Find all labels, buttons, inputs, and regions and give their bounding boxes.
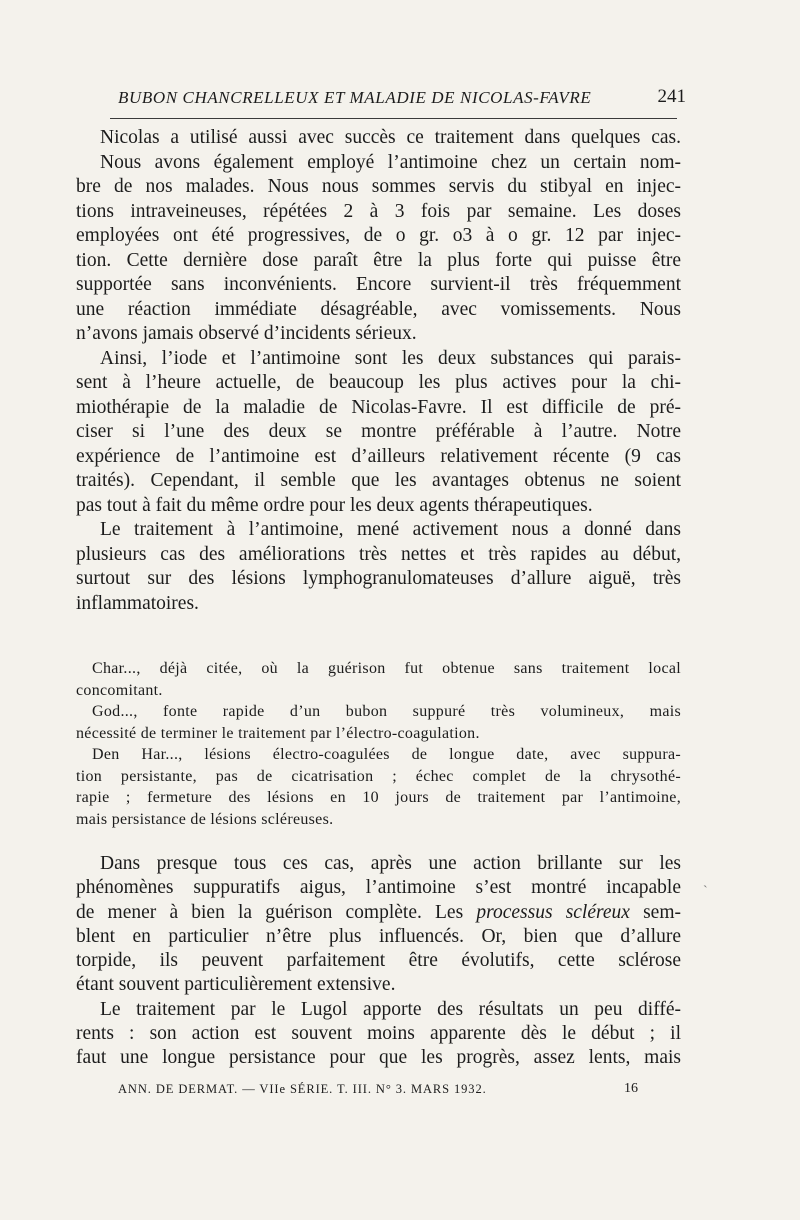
case-note (76, 658, 681, 701)
text-run: de mener à bien la guérison complète. Les (76, 901, 477, 923)
text-line: faut une longue persistance pour que les progrès, assez lents, mais (76, 1047, 681, 1069)
body-text (76, 126, 681, 616)
text-line: étant souvent particulièrement extensive. (76, 974, 396, 996)
paragraph-5 (76, 998, 681, 1071)
text-line: Ainsi, l’iode et l’antimoine sont les deux substances qui parais- (100, 347, 681, 369)
case-note (76, 701, 681, 744)
text-line: Le traitement à l’antimoine, mené activement nous a donné dans (100, 519, 681, 540)
note-line: nécessité de terminer le traitement par l’électro-coagulation. (76, 724, 480, 742)
text-line: torpide, ils peuvent parfaitement être évolutifs, cette sclérose (76, 950, 681, 972)
text-line: tion. Cette dernière dose paraît être la plus forte qui puisse être (76, 249, 681, 271)
text-line: employées ont été progressives, de o gr. o3 à o gr. 12 par injec- (76, 225, 681, 246)
text-line: rents : son action est souvent moins apparente dès le début ; il (76, 1023, 681, 1045)
text-line: une réaction immédiate désagréable, avec vomissements. Nous (76, 298, 681, 320)
text-line: pas tout à fait du même ordre pour les deux agents thérapeutiques. (76, 494, 593, 516)
text-line: tions intraveineuses, répétées 2 à 3 fois par semaine. Les doses (76, 200, 681, 222)
text-line: Le traitement par le Lugol apporte des résultats un peu diffé- (100, 998, 681, 1020)
header-rule (110, 118, 677, 119)
note-line: Den Har..., lésions électro-coagulées de longue date, avec suppura- (92, 746, 681, 763)
note-line: tion persistante, pas de cicatrisation ; échec complet de la chrysothé- (76, 767, 681, 785)
note-line: mais persistance de lésions scléreuses. (76, 810, 334, 828)
running-head (118, 84, 686, 114)
page-footer (118, 1082, 638, 1104)
emphasis-processus-scléreux: processus scléreux (476, 901, 630, 923)
case-notes (76, 658, 681, 830)
journal-reference: ANN. DE DERMAT. — VIIe SÉRIE. T. III. N° 3. MARS 1932. (118, 1082, 487, 1096)
paragraph-2 (76, 347, 681, 519)
running-title: BUBON CHANCRELLEUX ET MALADIE DE NICOLAS-FAVRE (118, 88, 592, 107)
text-line (76, 901, 681, 925)
text-line: blent en particulier n’être plus influencés. Or, bien que d’allure (76, 925, 681, 947)
text-line: miothérapie de la maladie de Nicolas-Favre. Il est difficile de pré- (76, 396, 681, 418)
text-line: supportée sans inconvénients. Encore survient-il très fréquemment (76, 274, 681, 295)
text-line: expérience de l’antimoine est d’ailleurs relativement récente (9 cas (76, 445, 681, 467)
text-line: sent à l’heure actuelle, de beaucoup les plus actives pour la chi- (76, 372, 681, 393)
case-note (76, 744, 681, 830)
note-line: rapie ; fermeture des lésions en 10 jours de traitement par l’antimoine, (76, 789, 681, 806)
note-line: Char..., déjà citée, où la guérison fut obtenue sans traitement local (92, 660, 681, 677)
text-line: phénomènes suppuratifs aigus, l’antimoine s’est montré incapable (76, 877, 681, 899)
margin-mark: ˋ (703, 884, 708, 899)
text-line: Nicolas a utilisé aussi avec succès ce traitement dans quelques cas. (100, 127, 681, 148)
body-text-continued (76, 852, 681, 1071)
text-line: ciser si l’une des deux se montre préférable à l’autre. Notre (76, 421, 681, 442)
paragraph-3 (76, 518, 681, 616)
text-line: inflammatoires. (76, 592, 199, 614)
paragraph-1 (76, 126, 681, 347)
text-line: surtout sur des lésions lymphogranulomateuses d’allure aiguë, très (76, 568, 681, 589)
signature-mark: 16 (624, 1081, 638, 1096)
paragraph-4 (76, 852, 681, 998)
text-line: Dans presque tous ces cas, après une action brillante sur les (100, 853, 681, 874)
text-line: bre de nos malades. Nous nous sommes servis du stibyal en injec- (76, 176, 681, 197)
note-line: God..., fonte rapide d’un bubon suppuré très volumineux, mais (92, 703, 681, 720)
note-line: concomitant. (76, 681, 163, 699)
text-line: traités). Cependant, il semble que les avantages obtenus ne soient (76, 470, 681, 491)
text-line: Nous avons également employé l’antimoine chez un certain nom- (100, 151, 681, 173)
text-line: plusieurs cas des améliorations très nettes et très rapides au début, (76, 543, 681, 565)
text-line: n’avons jamais observé d’incidents sérieux. (76, 323, 417, 344)
page-number: 241 (657, 86, 686, 107)
text-run: sem- (629, 901, 681, 923)
